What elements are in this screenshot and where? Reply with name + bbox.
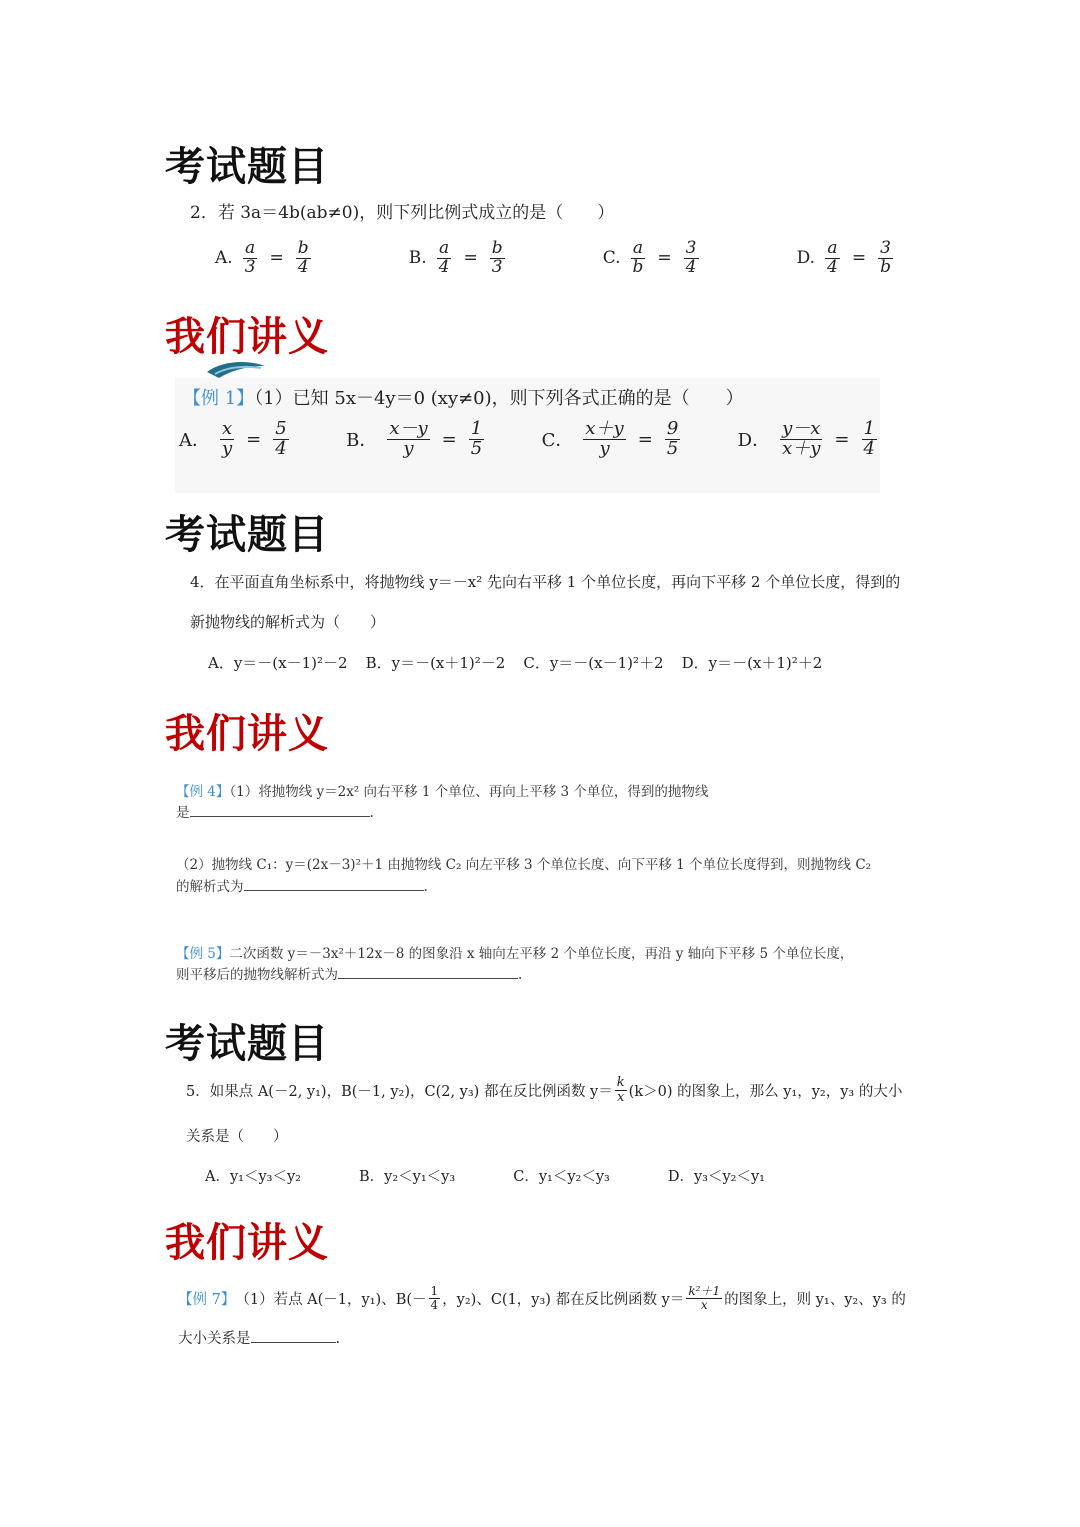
q2-option-c[interactable]: C. $\frac{a}{b}$ = $\frac{3}{4}$ [602, 238, 697, 277]
q5-option-b[interactable]: B．y₂＜y₁＜y₃ [359, 1169, 456, 1185]
example-7-line1: 【例 7】 （1）若点 A(－1，y₁)、B(－ $\frac{1}{4}$ ，y₂)、C(1，y₃) 都在反比例函数 y＝ $\frac{\text{k²＋1}}{x}$ 的图象上，则 y₁、y₂、y₃ 的 [178, 1284, 906, 1312]
example-4-part2-line2: 的解析式为 . [176, 879, 428, 895]
section-heading-notes-2: 我们讲义 [165, 710, 329, 757]
example-5-line2: 则平移后的抛物线解析式为 . [176, 967, 523, 983]
q2-option-a[interactable]: A. $\frac{a}{3}$ = $\frac{b}{4}$ [215, 238, 309, 277]
swoosh-logo-icon [205, 358, 267, 380]
example-5-line1: 【例 5】二次函数 y＝－3x²＋12x－8 的图象沿 x 轴向左平移 2 个单位长度，再沿 y 轴向下平移 5 个单位长度， [176, 946, 854, 962]
section-heading-exam-2: 考试题目 [165, 511, 329, 558]
q5-options [205, 1165, 765, 1186]
example-4-part2-line1: （2）抛物线 C₁：y＝(2x－3)²＋1 由抛物线 C₂ 向左平移 3 个单位长度、向下平移 1 个单位长度得到，则抛物线 C₂ [176, 857, 872, 873]
example-4-tag: 【例 4】 [176, 784, 230, 800]
q4-option-c[interactable]: C．y＝－(x－1)²＋2 [523, 654, 664, 672]
q4-option-b[interactable]: B．y＝－(x＋1)²－2 [365, 654, 506, 672]
section-heading-exam-1: 考试题目 [165, 143, 329, 190]
example-4-part1-line2: 是 . [176, 805, 374, 821]
q2-option-b[interactable]: B. $\frac{a}{4}$ = $\frac{b}{3}$ [408, 238, 503, 277]
example-7-tag: 【例 7】 [178, 1291, 236, 1308]
section-heading-notes-3: 我们讲义 [165, 1219, 329, 1266]
section-heading-exam-3: 考试题目 [165, 1020, 329, 1067]
example-1-option-d[interactable]: D． $\frac{y-x}{x+y}$ = $\frac{1}{4}$ [737, 418, 875, 459]
q2-stem: 2．若 3a＝4b(ab≠0)，则下列比例式成立的是（ ） [190, 203, 615, 223]
q2-options [215, 240, 895, 277]
q4-line2: 新抛物线的解析式为（ ） [190, 613, 386, 631]
example-1-block [175, 378, 880, 493]
q5-option-c[interactable]: C．y₁＜y₂＜y₃ [513, 1169, 610, 1185]
q4-option-d[interactable]: D．y＝－(x＋1)²＋2 [681, 654, 823, 672]
answer-blank[interactable] [338, 977, 518, 979]
example-1-option-c[interactable]: C． $\frac{x+y}{y}$ = $\frac{9}{5}$ [541, 418, 679, 459]
section-heading-notes-1: 我们讲义 [165, 313, 329, 360]
q2-option-d[interactable]: D. $\frac{a}{4}$ = $\frac{3}{b}$ [796, 238, 891, 277]
q5-line2: 关系是（ ） [186, 1129, 288, 1145]
example-7-line2: 大小关系是 . [178, 1331, 341, 1347]
example-1-stem: （1）已知 5x－4y＝0 (xy≠0)，则下列各式正确的是（ ） [254, 388, 744, 409]
q5-option-d[interactable]: D．y₃＜y₂＜y₁ [667, 1169, 765, 1185]
example-1-option-a[interactable]: A． $\frac{x}{y}$ = $\frac{5}{4}$ [179, 418, 287, 459]
example-5-tag: 【例 5】 [176, 946, 230, 962]
q4-options [208, 652, 822, 673]
example-1-options [179, 420, 879, 459]
answer-blank[interactable] [251, 1341, 336, 1343]
q5-option-a[interactable]: A．y₁＜y₃＜y₂ [205, 1169, 301, 1185]
answer-blank[interactable] [190, 815, 370, 817]
q5-line1: 5．如果点 A(－2, y₁)，B(－1, y₂)，C(2, y₃) 都在反比例函数 y＝ $\frac{k}{x}$ (k＞0) 的图象上，那么 y₁，y₂，y₃ 的大小 [186, 1075, 903, 1105]
q4-option-a[interactable]: A．y＝－(x－1)²－2 [208, 654, 348, 672]
q4-line1: 4．在平面直角坐标系中，将抛物线 y＝－x² 先向右平移 1 个单位长度，再向下平移 2 个单位长度，得到的 [190, 573, 901, 591]
example-4-part1-line1: 【例 4】（1）将抛物线 y＝2x² 向右平移 1 个单位、再向上平移 3 个单位，得到的抛物线 [176, 784, 709, 800]
answer-blank[interactable] [244, 889, 424, 891]
example-1-option-b[interactable]: B． $\frac{x-y}{y}$ = $\frac{1}{5}$ [346, 418, 483, 459]
example-1-tag: 【例 1】 [183, 388, 255, 409]
